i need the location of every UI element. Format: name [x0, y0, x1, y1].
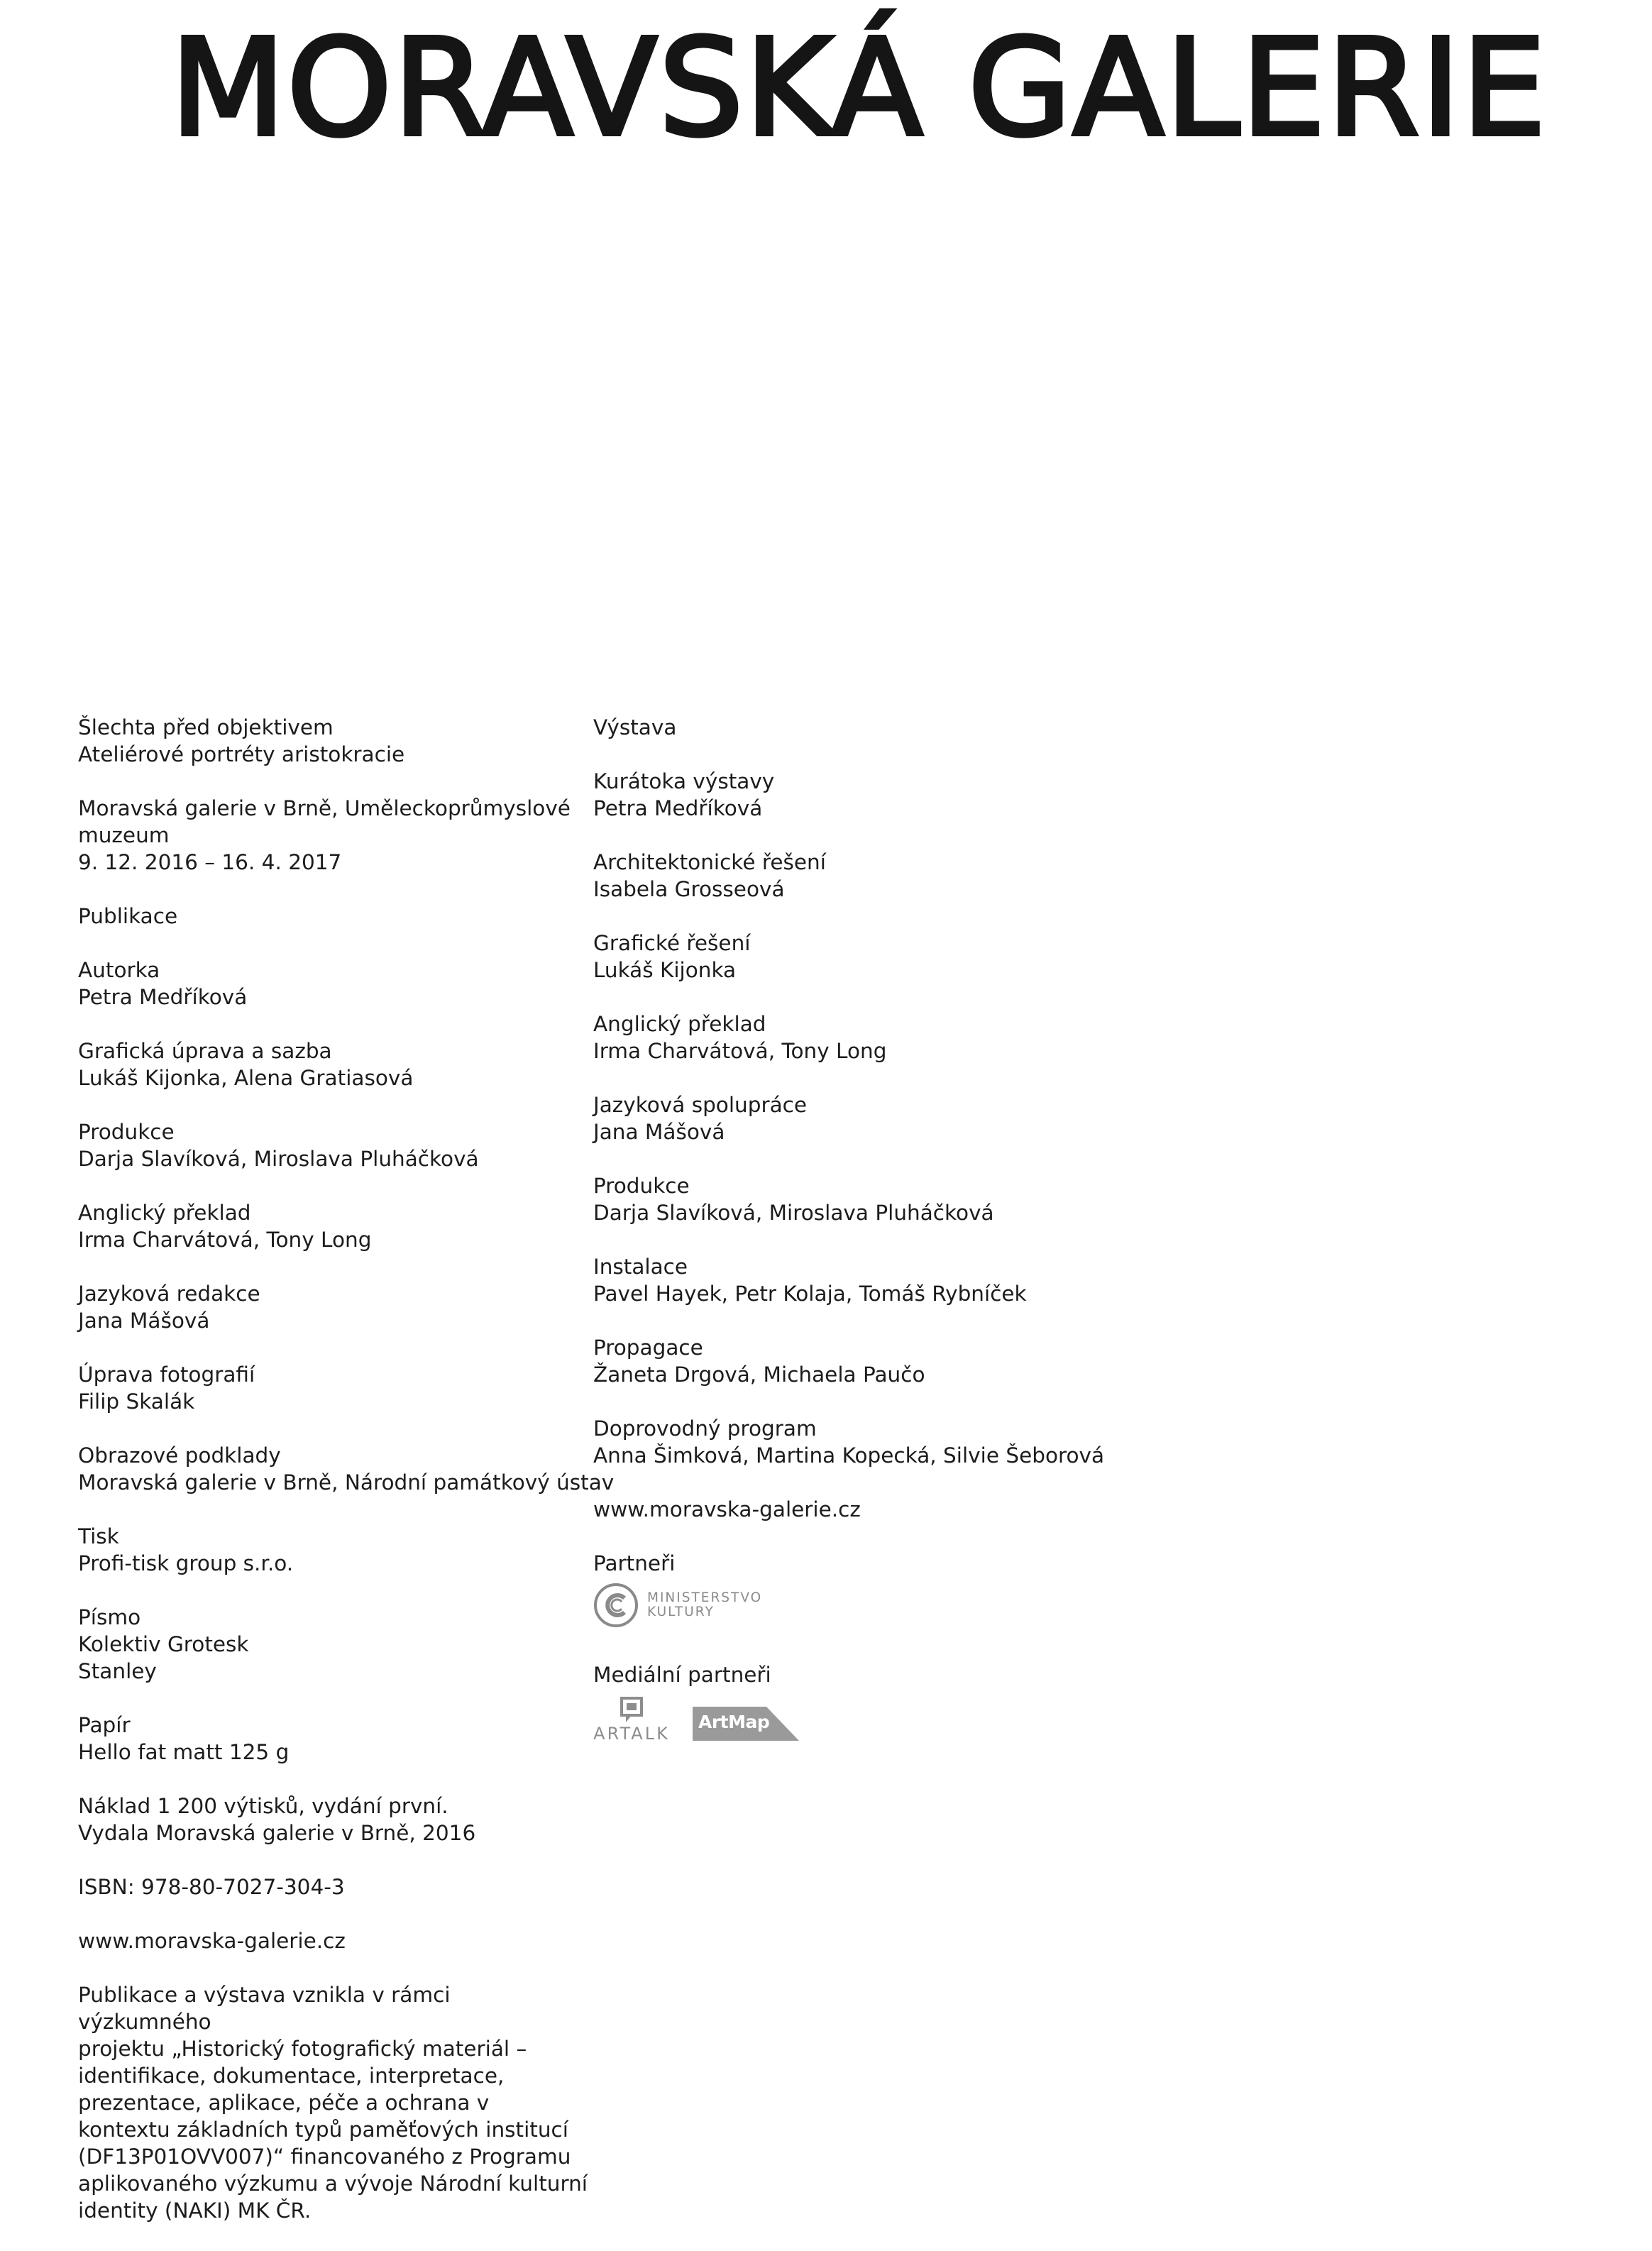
credit-role: Autorka — [78, 958, 160, 982]
credit-block — [593, 768, 1175, 822]
website-link[interactable]: www.moravska-galerie.cz — [78, 1929, 346, 1953]
credit-names: Profi-tisk group s.r.o. — [78, 1551, 294, 1575]
credit-block — [593, 1172, 1175, 1226]
credit-names: Darja Slavíková, Miroslava Pluháčková — [593, 1201, 994, 1225]
credit-names: Isabela Grosseová — [593, 877, 785, 901]
credit-names: Moravská galerie v Brně, Národní památkový ústav — [78, 1470, 615, 1495]
credit-block — [593, 1415, 1175, 1469]
exhibition-credits-column — [593, 714, 1175, 1771]
credit-names: Lukáš Kijonka — [593, 958, 737, 982]
funding-note: Publikace a výstava vznikla v rámci výzkumného projektu „Historický fotografický materiál – identifikace, dokumentace, interpretace, prezentace, aplikace, péče a ochrana v kontextu základních typů paměťových institucí (DF13P01OVV007)“ financovaného z Programu aplikovaného výzkumu a vývoje Národní kulturní identity (NAKI) MK ČR. — [78, 1983, 588, 2223]
edition-block — [78, 1793, 589, 1847]
credit-block — [78, 1199, 589, 1253]
publisher-info: Vydala Moravská galerie v Brně, 2016 — [78, 1821, 476, 1845]
credit-role: Grafická úprava a sazba — [78, 1039, 332, 1063]
venue-block — [78, 795, 589, 876]
credit-role: Jazyková spolupráce — [593, 1093, 808, 1117]
ministry-of-culture-logo — [593, 1583, 762, 1628]
ministry-logo-text: MINISTERSTVO KULTURY — [647, 1590, 763, 1619]
website-link[interactable]: www.moravska-galerie.cz — [593, 1497, 861, 1521]
credit-block — [78, 1361, 589, 1415]
credit-role: Produkce — [78, 1120, 175, 1144]
font-name: Stanley — [78, 1659, 157, 1683]
credit-names: Jana Mášová — [78, 1309, 210, 1333]
credit-names: Darja Slavíková, Miroslava Pluháčková — [78, 1147, 479, 1171]
credit-role: Obrazové podklady — [78, 1443, 281, 1468]
credit-role: Produkce — [593, 1174, 690, 1198]
venue-name-cont: muzeum — [78, 823, 170, 847]
credit-block — [78, 957, 589, 1011]
credit-block — [78, 1118, 589, 1172]
exhibition-subtitle: Ateliérové portréty aristokracie — [78, 742, 405, 766]
masthead-title: MORAVSKÁ GALERIE — [170, 11, 1548, 166]
website-block — [593, 1496, 1175, 1523]
isbn-block — [78, 1873, 589, 1900]
paper-block — [78, 1712, 589, 1766]
funding-block — [78, 1981, 589, 2224]
exhibition-dates: 9. 12. 2016 – 16. 4. 2017 — [78, 850, 342, 874]
artalk-logo — [593, 1697, 670, 1744]
artmap-logo — [693, 1707, 799, 1741]
credit-names: Lukáš Kijonka, Alena Gratiasová — [78, 1066, 414, 1090]
credit-block — [78, 1280, 589, 1334]
media-partner-logos — [593, 1697, 1175, 1744]
media-partners-block — [593, 1661, 1175, 1744]
edition-info: Náklad 1 200 výtisků, vydání první. — [78, 1794, 448, 1818]
venue-name: Moravská galerie v Brně, Uměleckoprůmyslové — [78, 796, 571, 820]
artalk-logo-text: ARTALK — [593, 1724, 670, 1744]
media-partners-heading: Mediální partneři — [593, 1663, 771, 1687]
paper-name: Hello fat matt 125 g — [78, 1740, 290, 1764]
credit-names: Petra Medříková — [593, 796, 763, 820]
credit-role: Propagace — [593, 1336, 703, 1360]
speech-bubble-icon — [620, 1697, 644, 1724]
credit-role: Úprava fotografií — [78, 1363, 255, 1387]
credit-block — [593, 1253, 1175, 1307]
credit-block — [593, 1091, 1175, 1145]
partners-heading: Partneři — [593, 1551, 676, 1575]
credit-names: Jana Mášová — [593, 1120, 725, 1144]
artmap-logo-text: ArtMap — [698, 1712, 770, 1732]
credit-names: Žaneta Drgová, Michaela Paučo — [593, 1363, 925, 1387]
exhibition-title: Šlechta před objektivem — [78, 715, 334, 739]
exhibition-heading-block — [593, 714, 1175, 741]
credit-names: Anna Šimková, Martina Kopecká, Silvie Šeborová — [593, 1443, 1105, 1468]
isbn: ISBN: 978-80-7027-304-3 — [78, 1875, 345, 1899]
credit-block — [593, 1334, 1175, 1388]
font-name: Kolektiv Grotesk — [78, 1632, 249, 1656]
credit-names: Pavel Hayek, Petr Kolaja, Tomáš Rybníček — [593, 1282, 1027, 1306]
credit-role: Grafické řešení — [593, 931, 751, 955]
publication-heading: Publikace — [78, 904, 178, 928]
credit-names: Filip Skalák — [78, 1389, 195, 1414]
credit-role: Doprovodný program — [593, 1416, 817, 1441]
publication-heading-block — [78, 903, 589, 930]
credit-role: Instalace — [593, 1255, 688, 1279]
credit-role: Kurátoka výstavy — [593, 769, 775, 793]
website-block — [78, 1927, 589, 1954]
publication-colophon-column — [78, 714, 615, 2251]
credit-role: Tisk — [78, 1524, 119, 1548]
credit-names: Irma Charvátová, Tony Long — [78, 1228, 372, 1252]
font-block — [78, 1604, 589, 1685]
credit-names: Irma Charvátová, Tony Long — [593, 1039, 887, 1063]
credit-block — [593, 1011, 1175, 1064]
credit-block — [593, 849, 1175, 903]
credit-role: Architektonické řešení — [593, 850, 826, 874]
credit-block — [78, 1523, 589, 1577]
credit-block — [78, 1442, 615, 1496]
credit-role: Anglický překlad — [593, 1012, 766, 1036]
credit-block — [78, 1038, 589, 1091]
credit-names: Petra Medříková — [78, 985, 248, 1009]
credit-role: Jazyková redakce — [78, 1282, 260, 1306]
ministry-emblem-icon — [593, 1583, 639, 1628]
exhibition-heading: Výstava — [593, 715, 677, 739]
partners-block — [593, 1550, 1175, 1634]
credit-block — [593, 930, 1175, 984]
credit-role: Anglický překlad — [78, 1201, 251, 1225]
exhibition-title-block — [78, 714, 589, 768]
paper-heading: Papír — [78, 1713, 131, 1737]
font-heading: Písmo — [78, 1605, 141, 1629]
